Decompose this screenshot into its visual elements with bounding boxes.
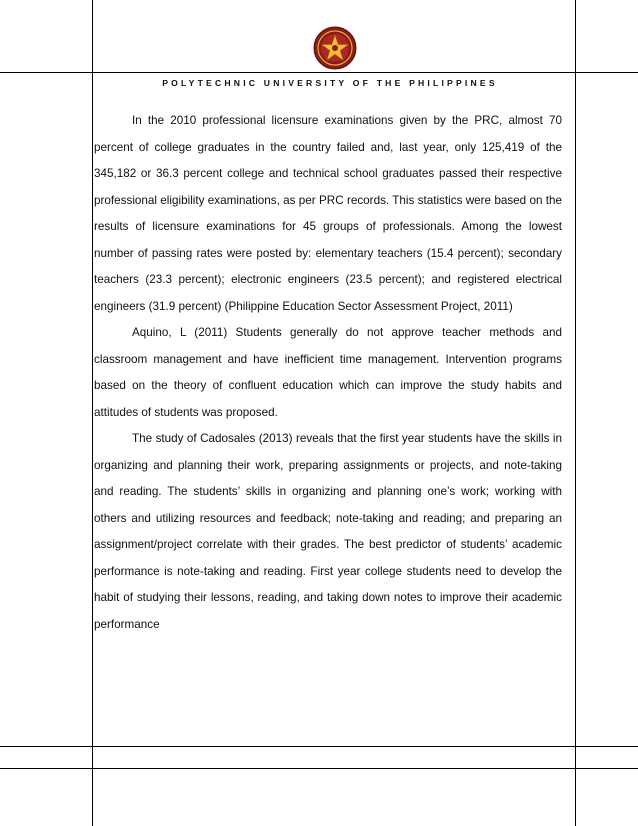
paragraph-licensure-stats: In the 2010 professional licensure examinations given by the PRC, almost 70 percent of college graduates in the country failed and, last year, only 125,419 of the 345,182 or 36.3 percent college and technical school graduates passed their respective professional eligibility examinations, as per PRC records. This statistics were based on the results of licensure examinations for 45 groups of professionals. Among the lowest number of passing rates were posted by: elementary teachers (15.4 percent); secondary teachers (23.3 percent); electronic engineers (23.5 percent); and registered electrical engineers (31.9 percent) (Philippine Education Sector Assessment Project, 2011): [94, 114, 562, 313]
left-margin-rule: [92, 0, 93, 826]
footer-rule-top: [0, 746, 638, 747]
paragraph-aquino: Aquino, L (2011) Students generally do not approve teacher methods and classroom management and have inefficient time management. Intervention programs based on the theory of confluent education which can improve the study habits and attitudes of students was proposed.: [94, 326, 562, 419]
document-body: [94, 108, 562, 638]
right-margin-rule: [575, 0, 576, 826]
footer-rule-bottom: [0, 768, 638, 769]
paragraph-cadosales: The study of Cadosales (2013) reveals that the first year students have the skills in organizing and planning their work, preparing assignments or projects, and note-taking and reading. The students’ skills in organizing and planning one’s work; working with others and utilizing resources and feedback; note-taking and reading; and preparing an assignment/project correlate with their grades. The best predictor of students’ academic performance is note-taking and reading. First year college students need to develop the habit of studying their lessons, reading, and taking down notes to improve their academic performance: [94, 432, 562, 631]
university-name: POLYTECHNIC UNIVERSITY OF THE PHILIPPINES: [162, 78, 498, 88]
header-rule: [0, 72, 638, 73]
university-seal-logo: [313, 26, 357, 70]
